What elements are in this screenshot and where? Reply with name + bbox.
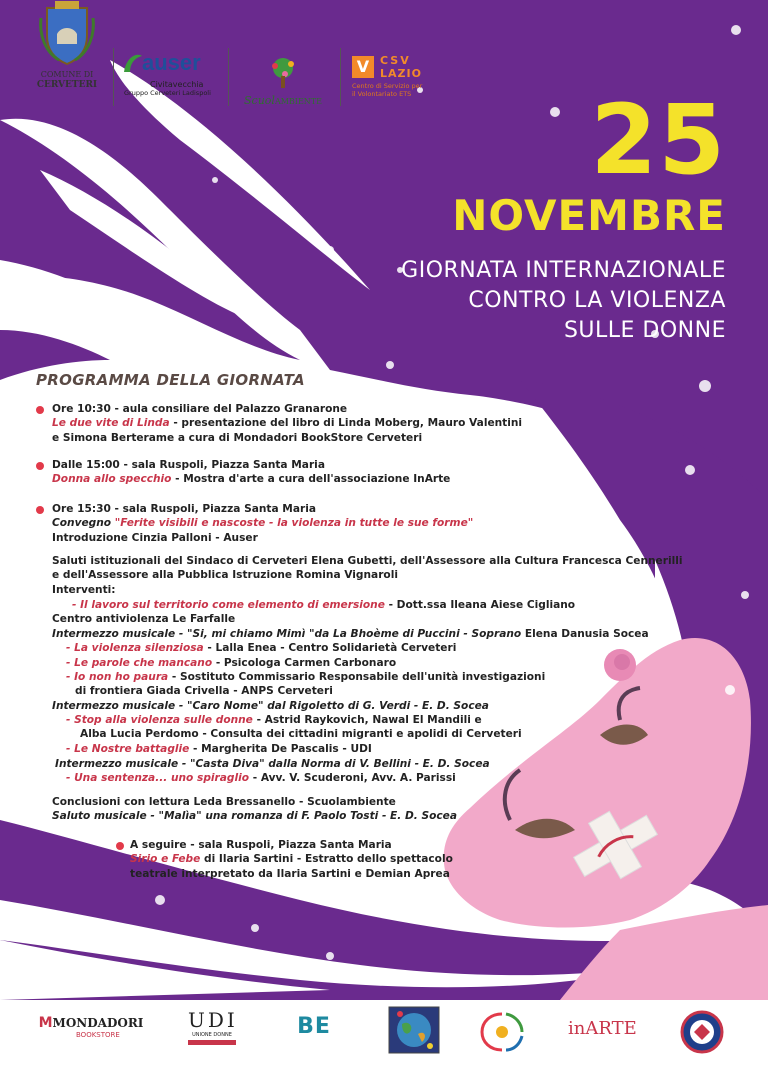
ambiente-text: AMBIENTE	[274, 97, 322, 106]
event-2-time: Dalle 15:00 - sala Ruspoli, Piazza Santa Maria	[52, 459, 325, 471]
event-4-title: Sirio e Febe	[130, 853, 201, 866]
saluti-block	[52, 554, 683, 597]
auser-city: Civitavecchia	[150, 80, 204, 89]
comune-logo	[32, 0, 102, 90]
talk-7-speaker: - Avv. V. Scuderoni, Avv. A. Parissi	[249, 772, 456, 784]
event-2-title: Donna allo specchio	[52, 473, 172, 486]
talk-4	[66, 670, 545, 699]
program-title: PROGRAMMA DELLA GIORNATA	[36, 371, 305, 389]
subhead-line3: SULLE DONNE	[563, 318, 726, 343]
anps-badge-icon	[680, 1010, 724, 1054]
mondadori-m-icon: M	[38, 1015, 53, 1031]
music-1-title: Intermezzo musicale - "Si, mi chiamo Mimì "da La Bhoème di Puccini - Soprano	[52, 628, 522, 640]
coat-of-arms-icon	[37, 0, 97, 66]
mosaic-globe-icon	[388, 1006, 440, 1054]
udi-bar	[188, 1040, 236, 1045]
event-4-desc2: teatrale interpretato da Ilaria Sartini e Demian Aprea	[130, 867, 450, 880]
music-2	[52, 699, 489, 713]
talk-3-title: - Le parole che mancano	[66, 657, 213, 669]
music-3-title: Intermezzo musicale - "Casta Diva" dalla Norma di V. Bellini - E. D. Socea	[55, 758, 490, 770]
talk-3-speaker: - Psicologa Carmen Carbonaro	[212, 657, 397, 669]
event-1-desc2: e Simona Berterame a cura di Mondadori BookStore Cerveteri	[52, 431, 423, 444]
scuolambiente-logo	[238, 56, 328, 107]
mondadori-logo	[36, 1012, 146, 1039]
auser-swoosh-icon	[122, 52, 144, 76]
csv-l2: LAZIO	[380, 67, 422, 80]
inarte-in: in	[568, 1018, 586, 1039]
talk-6-title: - Le Nostre battaglie	[66, 743, 190, 755]
talk-1-org: Centro antiviolenza Le Farfalle	[52, 613, 236, 626]
event-bullet	[36, 506, 44, 514]
closing-block	[52, 795, 457, 824]
csv-l1: CSV	[380, 54, 411, 67]
auser-name: auser	[142, 50, 201, 75]
talk-7	[66, 771, 456, 785]
talk-1-speaker: - Dott.ssa Ileana Aiese Cigliano	[384, 599, 576, 611]
closing-line2: Saluto musicale - "Malìa" una romanza di F. Paolo Tosti - E. D. Socea	[52, 810, 458, 823]
event-4-desc: di Ilaria Sartini - Estratto dello spettacolo	[200, 853, 453, 866]
event-3	[52, 502, 473, 545]
comune-line2: CERVETERI	[36, 80, 98, 90]
saluti-line2: e dell'Assessore alla Pubblica Istruzione Romina Vignaroli	[52, 569, 398, 582]
closing-line1: Conclusioni con lettura Leda Bressanello - Scuolambiente	[52, 796, 396, 808]
be-logo	[288, 1014, 340, 1039]
csv-desc1: Centro di Servizio per	[352, 82, 423, 90]
event-3-time: Ore 15:30 - sala Ruspoli, Piazza Santa Maria	[52, 503, 316, 515]
anps-logo	[680, 1010, 724, 1054]
event-4	[130, 838, 453, 881]
mondadori-name: MONDADORI	[52, 1016, 144, 1030]
saluti-line1: Saluti istituzionali del Sindaco di Cerveteri Elena Gubetti, dell'Assessore alla Cultura Francesca Cennerilli	[52, 555, 683, 567]
hands-logo	[478, 1010, 528, 1054]
talk-2-title: - La violenza silenziosa	[66, 642, 204, 654]
talk-4-title: - Io non ho paura	[66, 671, 169, 683]
auser-group: Gruppo Cerveteri Ladispoli	[124, 89, 211, 97]
event-1-time: Ore 10:30 - aula consiliare del Palazzo Granarone	[52, 403, 348, 415]
inarte-logo	[568, 1018, 648, 1039]
comune-line1: COMUNE DI	[40, 70, 94, 79]
music-2-title: Intermezzo musicale - "Caro Nome" dal Rigoletto di G. Verdi - E. D. Socea	[52, 700, 489, 712]
talk-6-speaker: - Margherita De Pascalis - UDI	[189, 743, 372, 755]
tree-icon	[265, 56, 301, 90]
event-1-title: Le due vite di Linda	[52, 417, 170, 430]
subhead-line2: CONTRO LA VIOLENZA	[468, 288, 726, 313]
mondadori-sub: BOOKSTORE	[76, 1031, 120, 1039]
talk-5-speaker2: Alba Lucia Perdomo - Consulta dei cittadini migranti e apolidi di Cerveteri	[80, 728, 522, 741]
inarte-arte: ARTE	[585, 1018, 637, 1039]
music-1-performer: Elena Danusia Socea	[521, 628, 649, 640]
csv-lazio-logo	[352, 54, 432, 98]
event-bullet	[116, 842, 124, 850]
csv-v-icon: V	[352, 56, 374, 78]
event-2	[52, 458, 450, 487]
talk-2-speaker: - Lalla Enea - Centro Solidarietà Cerveteri	[203, 642, 457, 654]
talk-5-speaker: - Astrid Raykovich, Nawal El Mandili e	[252, 714, 482, 726]
event-bullet	[36, 462, 44, 470]
be-name: BE	[297, 1014, 331, 1039]
saluti-line3: Interventi:	[52, 583, 116, 596]
scuol-text: Scuol	[244, 94, 275, 107]
event-1-desc: - presentazione del libro di Linda Moberg, Mauro Valentini	[169, 417, 523, 430]
event-bullet	[36, 406, 44, 414]
talk-1	[52, 598, 576, 627]
talk-5-title: - Stop alla violenza sulle donne	[66, 714, 253, 726]
event-3-title: "Ferite visibili e nascoste - la violenza in tutte le sue forme"	[111, 517, 474, 530]
event-3-intro: Introduzione Cinzia Palloni - Auser	[52, 531, 258, 544]
talk-1-title: - Il lavoro sul territorio come elemento di emersione	[72, 599, 385, 611]
event-2-desc: - Mostra d'arte a cura dell'associazione InArte	[171, 473, 451, 486]
udi-logo	[188, 1008, 236, 1045]
music-3	[55, 757, 490, 771]
headline-day: 25	[590, 84, 726, 196]
headline-month: NOVEMBRE	[452, 191, 726, 240]
talk-3	[66, 656, 396, 670]
talk-6	[66, 742, 372, 756]
talk-4-speaker: - Sostituto Commissario Responsabile dell'unità investigazioni	[168, 671, 546, 683]
talk-7-title: - Una sentenza... uno spiraglio	[66, 772, 250, 784]
subhead-line1: GIORNATA INTERNAZIONALE	[401, 258, 726, 283]
mosaic-logo	[388, 1006, 440, 1054]
hands-circle-icon	[478, 1010, 528, 1054]
udi-name: UDI	[188, 1008, 238, 1032]
event-4-time: A seguire - sala Ruspoli, Piazza Santa Maria	[130, 839, 392, 851]
event-1	[52, 402, 522, 445]
auser-logo	[122, 50, 218, 97]
udi-sub: UNIONE DONNE	[192, 1032, 232, 1038]
talk-4-speaker2: di frontiera Giada Crivella - ANPS Cerveteri	[75, 685, 333, 698]
talk-5	[66, 713, 522, 742]
music-1	[52, 627, 649, 641]
event-3-type: Convegno	[52, 517, 112, 530]
csv-desc2: il Volontariato ETS	[352, 90, 412, 98]
talk-2	[66, 641, 456, 655]
